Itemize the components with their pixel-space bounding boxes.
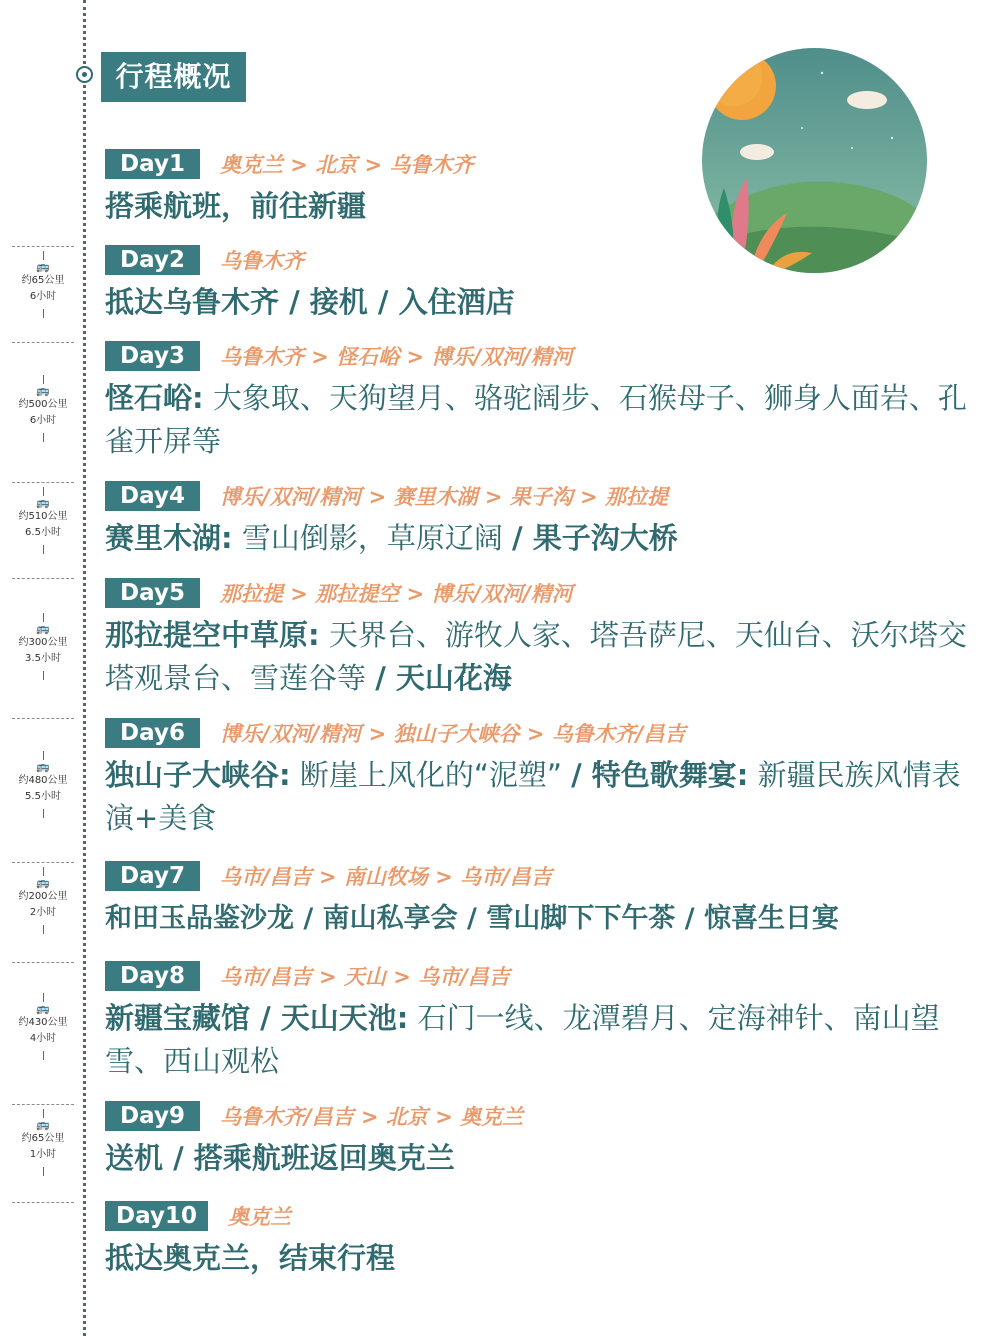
segment-divider bbox=[12, 718, 74, 719]
segment-distance: 约200公里 bbox=[18, 891, 68, 902]
segment-tick bbox=[43, 375, 44, 384]
segment-tick bbox=[43, 671, 44, 680]
segment-time: 6小时 bbox=[29, 415, 57, 426]
day-route: 乌鲁木齐 > 怪石峪 > 博乐/双河/精河 bbox=[220, 345, 573, 369]
desc-text: 天界台、游牧人家、塔吾萨尼、天仙台、沃尔塔交塔观景台、雪莲谷等 bbox=[105, 618, 967, 695]
location-pin-icon bbox=[76, 66, 93, 83]
day-entry-9 bbox=[105, 1100, 970, 1180]
segment-3 bbox=[12, 482, 74, 554]
segment-1 bbox=[12, 246, 74, 318]
segment-tick bbox=[43, 545, 44, 554]
segment-divider bbox=[12, 1202, 74, 1203]
day-badge: Day8 bbox=[105, 961, 200, 991]
day-route: 乌鲁木齐/昌吉 > 北京 > 奥克兰 bbox=[220, 1105, 524, 1129]
segment-distance: 约65公里 bbox=[21, 275, 65, 286]
day-route: 乌市/昌吉 > 南山牧场 > 乌市/昌吉 bbox=[220, 865, 552, 889]
segment-distance: 约510公里 bbox=[18, 511, 68, 522]
day-badge: Day7 bbox=[105, 861, 200, 891]
car-icon: 🚌 bbox=[36, 1002, 50, 1015]
desc-text: 断崖上风化的“泥塑” bbox=[290, 758, 572, 792]
day-route: 那拉提 > 那拉提空 > 博乐/双河/精河 bbox=[220, 582, 573, 606]
overview-title: 行程概况 bbox=[101, 52, 246, 102]
segment-time: 3.5小时 bbox=[25, 653, 61, 664]
desc-highlight-2: / 果子沟大桥 bbox=[512, 521, 678, 555]
desc-text: 石门一线、龙潭碧月、定海神针、南山望雪、西山观松 bbox=[105, 1001, 940, 1078]
segment-tick bbox=[43, 487, 44, 496]
day-badge: Day6 bbox=[105, 718, 200, 748]
car-icon: 🚌 bbox=[36, 1118, 50, 1131]
car-icon: 🚌 bbox=[36, 496, 50, 509]
desc-highlight: 新疆宝藏馆 / 天山天池: bbox=[105, 1001, 409, 1035]
day-description bbox=[105, 281, 970, 324]
segment-7 bbox=[12, 962, 74, 1060]
segment-5 bbox=[12, 718, 74, 818]
segment-tick bbox=[43, 433, 44, 442]
day-route: 乌鲁木齐 bbox=[220, 249, 304, 273]
segment-divider bbox=[12, 482, 74, 483]
day-route: 博乐/双河/精河 > 独山子大峡谷 > 乌鲁木齐/昌吉 bbox=[220, 722, 686, 746]
segment-divider bbox=[12, 1104, 74, 1105]
segment-tick bbox=[43, 751, 44, 760]
desc-highlight-2: / 特色歌舞宴: bbox=[571, 758, 749, 792]
day-description bbox=[105, 185, 970, 228]
day-description bbox=[105, 517, 970, 560]
day-route: 乌市/昌吉 > 天山 > 乌市/昌吉 bbox=[220, 965, 510, 989]
desc-text: 雪山倒影，草原辽阔 bbox=[232, 521, 513, 555]
segment-tick bbox=[43, 251, 44, 260]
segment-6 bbox=[12, 862, 74, 934]
day-entry-6 bbox=[105, 717, 970, 840]
segment-time: 6.5小时 bbox=[25, 527, 61, 538]
car-icon: 🚌 bbox=[36, 384, 50, 397]
segment-tick bbox=[43, 1167, 44, 1176]
day-description bbox=[105, 754, 970, 840]
segment-divider bbox=[12, 578, 74, 579]
day-badge: Day10 bbox=[105, 1201, 208, 1231]
day-entry-8 bbox=[105, 960, 970, 1083]
car-icon: 🚌 bbox=[36, 622, 50, 635]
day-entry-5 bbox=[105, 577, 970, 700]
day-badge: Day9 bbox=[105, 1101, 200, 1131]
segment-distance: 约300公里 bbox=[18, 637, 68, 648]
day-badge: Day1 bbox=[105, 149, 200, 179]
day-description bbox=[105, 997, 970, 1083]
day-entry-1 bbox=[105, 148, 970, 228]
segment-tick bbox=[43, 309, 44, 318]
desc-highlight: 赛里木湖: bbox=[105, 521, 233, 555]
segment-divider bbox=[12, 246, 74, 247]
car-icon: 🚌 bbox=[36, 260, 50, 273]
desc-highlight: 独山子大峡谷: bbox=[105, 758, 291, 792]
segment-distance: 约480公里 bbox=[18, 775, 68, 786]
segment-tick bbox=[43, 1109, 44, 1118]
day-description bbox=[105, 897, 970, 940]
segment-time: 1小时 bbox=[29, 1149, 57, 1160]
day-badge: Day5 bbox=[105, 578, 200, 608]
segment-time: 2小时 bbox=[29, 907, 57, 918]
segment-tick bbox=[43, 613, 44, 622]
desc-highlight: 和田玉品鉴沙龙 / 南山私享会 / 雪山脚下下午茶 / 惊喜生日宴 bbox=[105, 903, 839, 934]
segment-time: 4小时 bbox=[29, 1033, 57, 1044]
segment-time: 5.5小时 bbox=[25, 791, 61, 802]
segment-end bbox=[12, 1202, 74, 1203]
segment-time: 6小时 bbox=[29, 291, 57, 302]
segment-tick bbox=[43, 925, 44, 934]
desc-highlight: 送机 / 搭乘航班返回奥克兰 bbox=[105, 1141, 455, 1175]
segment-divider bbox=[12, 862, 74, 863]
desc-highlight-2: / 天山花海 bbox=[375, 661, 512, 695]
day-entry-4 bbox=[105, 480, 970, 560]
segment-distance: 约65公里 bbox=[21, 1133, 65, 1144]
desc-highlight: 怪石峪: bbox=[105, 381, 204, 415]
day-badge: Day4 bbox=[105, 481, 200, 511]
day-entry-10 bbox=[105, 1200, 970, 1280]
segment-divider bbox=[12, 342, 74, 343]
day-route: 奥克兰 > 北京 > 乌鲁木齐 bbox=[220, 153, 474, 177]
day-route: 博乐/双河/精河 > 赛里木湖 > 果子沟 > 那拉提 bbox=[220, 485, 668, 509]
segment-tick bbox=[43, 1051, 44, 1060]
day-entry-2 bbox=[105, 244, 970, 324]
timeline-line bbox=[83, 0, 86, 1336]
desc-text: 大象取、天狗望月、骆驼阔步、石猴母子、狮身人面岩、孔雀开屏等 bbox=[105, 381, 967, 458]
desc-highlight: 搭乘航班，前往新疆 bbox=[105, 189, 367, 223]
day-badge: Day2 bbox=[105, 245, 200, 275]
segment-divider bbox=[12, 962, 74, 963]
segment-distance: 约500公里 bbox=[18, 399, 68, 410]
segment-2 bbox=[12, 342, 74, 442]
segment-tick bbox=[43, 809, 44, 818]
day-description bbox=[105, 1137, 970, 1180]
day-route: 奥克兰 bbox=[228, 1205, 291, 1229]
desc-highlight: 抵达乌鲁木齐 / 接机 / 入住酒店 bbox=[105, 285, 515, 319]
car-icon: 🚌 bbox=[36, 760, 50, 773]
segment-4 bbox=[12, 578, 74, 680]
segment-distance: 约430公里 bbox=[18, 1017, 68, 1028]
day-description bbox=[105, 377, 970, 463]
desc-text-2: 新疆民族风情表演+美食 bbox=[105, 758, 961, 835]
day-description bbox=[105, 614, 970, 700]
car-icon: 🚌 bbox=[36, 876, 50, 889]
day-badge: Day3 bbox=[105, 341, 200, 371]
segment-8 bbox=[12, 1104, 74, 1176]
segment-tick bbox=[43, 867, 44, 876]
day-entry-3 bbox=[105, 340, 970, 463]
desc-highlight: 抵达奥克兰，结束行程 bbox=[105, 1241, 396, 1275]
day-description bbox=[105, 1237, 970, 1280]
day-entry-7 bbox=[105, 860, 970, 940]
desc-highlight: 那拉提空中草原: bbox=[105, 618, 320, 652]
segment-tick bbox=[43, 993, 44, 1002]
